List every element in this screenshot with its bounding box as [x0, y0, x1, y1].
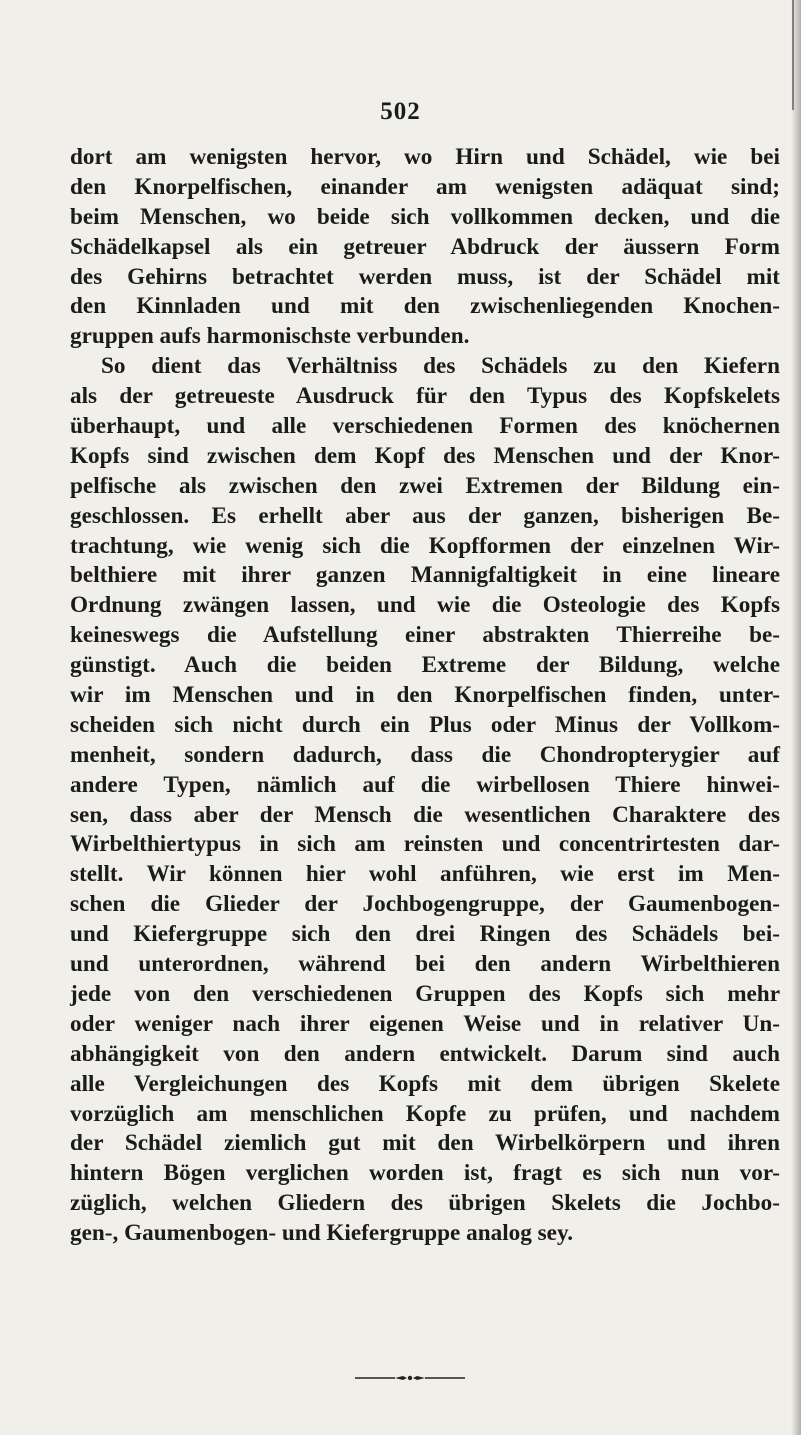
text-line: überhaupt, und alle verschiedenen Formen des knöchernen: [70, 413, 780, 440]
text-line: abhängigkeit von den andern entwickelt. Darum sind auch: [70, 1040, 780, 1067]
text-line: scheiden sich nicht durch ein Plus oder Minus der Vollkom-: [70, 711, 780, 738]
text-line: wir im Menschen und in den Knorpelfischen finden, unter-: [70, 682, 780, 709]
text-line: oder weniger nach ihrer eigenen Weise und in relativer Un-: [70, 1010, 780, 1037]
text-line: hintern Bögen verglichen worden ist, fragt es sich nun vor-: [70, 1160, 780, 1187]
text-line: schen die Glieder der Jochbogengruppe, der Gaumenbogen-: [70, 891, 780, 918]
text-line: des Gehirns betrachtet werden muss, ist der Schädel mit: [70, 263, 780, 290]
body-text: [70, 143, 780, 1249]
text-line: menheit, sondern dadurch, dass die Chondropterygier auf: [70, 741, 780, 768]
text-line: Wirbelthiertypus in sich am reinsten und concentrirtesten dar-: [70, 831, 780, 858]
text-line: Ordnung zwängen lassen, und wie die Osteologie des Kopfs: [70, 592, 780, 619]
text-line: und Kiefergruppe sich den drei Ringen des Schädels bei-: [70, 921, 780, 948]
tailpiece-ornament-icon: [355, 1375, 465, 1381]
text-line: dort am wenigsten hervor, wo Hirn und Schädel, wie bei: [70, 144, 780, 170]
text-line: und unterordnen, während bei den andern Wirbelthieren: [70, 951, 780, 978]
text-line: den Knorpelfischen, einander am wenigsten adäquat sind;: [70, 173, 780, 200]
text-line: gen-, Gaumenbogen- und Kiefergruppe analog sey.: [70, 1220, 574, 1247]
text-line: geschlossen. Es erhellt aber aus der ganzen, bisherigen Be-: [70, 502, 780, 529]
text-line: der Schädel ziemlich gut mit den Wirbelkörpern und ihren: [70, 1130, 780, 1157]
text-line: vorzüglich am menschlichen Kopfe zu prüfen, und nachdem: [70, 1100, 780, 1127]
text-line: als der getreueste Ausdruck für den Typus des Kopfskelets: [70, 383, 780, 410]
text-line: keineswegs die Aufstellung einer abstrakten Thierreihe be-: [70, 622, 780, 649]
text-line: trachtung, wie wenig sich die Kopfformen der einzelnen Wir-: [70, 532, 780, 559]
page-number: 502: [380, 98, 421, 125]
text-line: jede von den verschiedenen Gruppen des Kopfs sich mehr: [70, 980, 780, 1007]
text-line: beim Menschen, wo beide sich vollkommen decken, und die: [70, 203, 780, 230]
text-line: Schädelkapsel als ein getreuer Abdruck der äussern Form: [70, 233, 780, 260]
text-line: stellt. Wir können hier wohl anführen, wie erst im Men-: [70, 861, 780, 888]
text-line: günstigt. Auch die beiden Extreme der Bildung, welche: [70, 652, 780, 679]
text-line: belthiere mit ihrer ganzen Mannigfaltigkeit in eine lineare: [70, 562, 780, 589]
text-line: pelfische als zwischen den zwei Extremen der Bildung ein-: [70, 472, 780, 499]
text-line: So dient das Verhältniss des Schädels zu den Kiefern: [101, 353, 780, 380]
page-edge-shadow: [791, 0, 801, 1435]
text-line: Kopfs sind zwischen dem Kopf des Menschen und der Knor-: [70, 442, 780, 469]
text-line: züglich, welchen Gliedern des übrigen Skelets die Jochbo-: [70, 1190, 780, 1217]
text-line: den Kinnladen und mit den zwischenliegenden Knochen-: [70, 293, 780, 320]
text-line: gruppen aufs harmonischste verbunden.: [70, 323, 470, 350]
text-line: andere Typen, nämlich auf die wirbellosen Thiere hinwei-: [70, 771, 780, 798]
text-line: sen, dass aber der Mensch die wesentlichen Charaktere des: [70, 801, 780, 828]
page-edge-line: [792, 0, 794, 110]
text-line: alle Vergleichungen des Kopfs mit dem übrigen Skelete: [70, 1070, 780, 1097]
